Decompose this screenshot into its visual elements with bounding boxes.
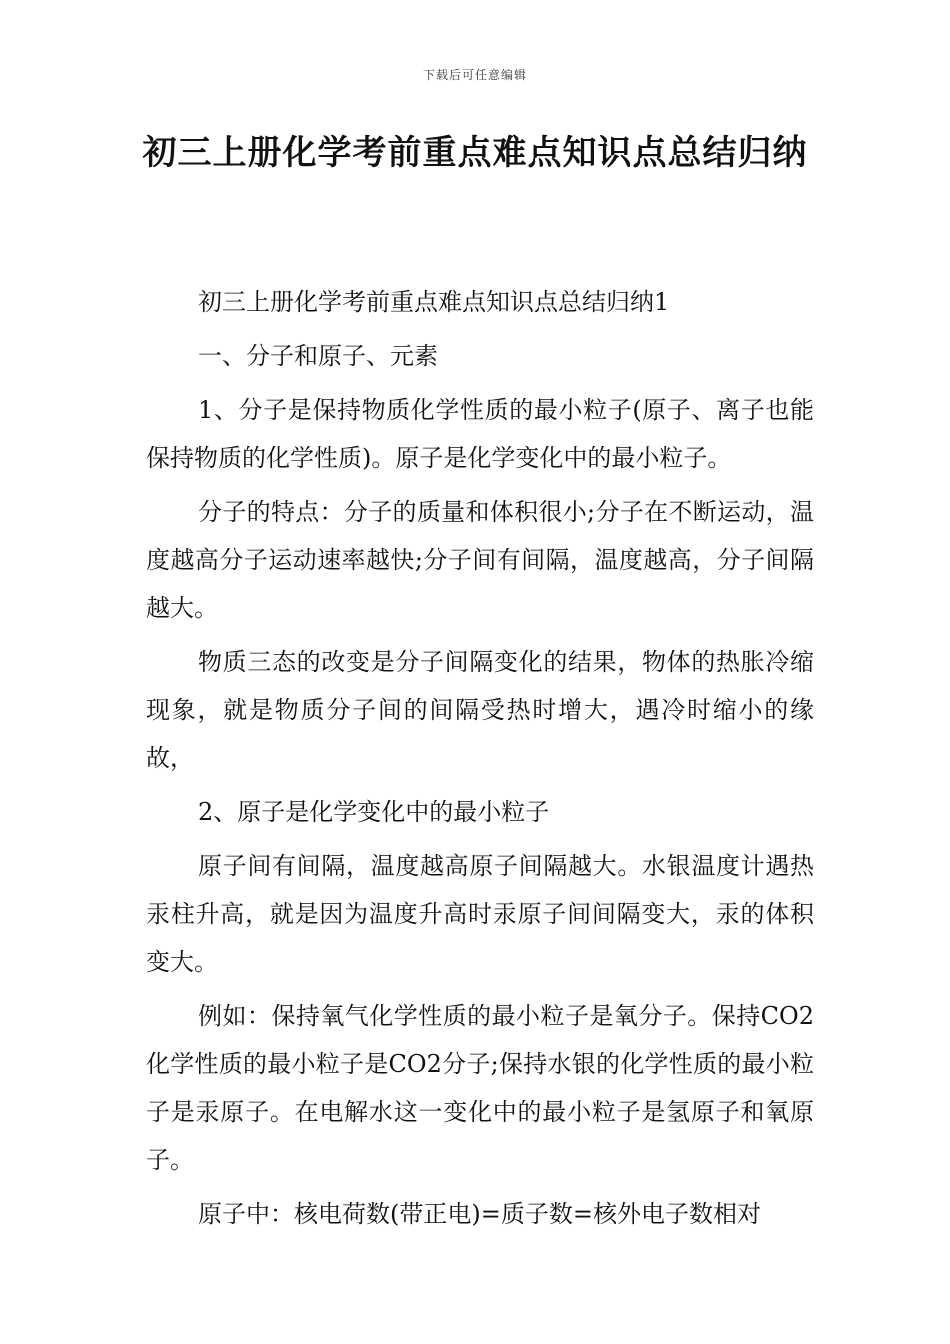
paragraph: 一、分子和原子、元素 bbox=[198, 342, 438, 370]
paragraph: 分子的特点：分子的质量和体积很小;分子在不断运动，温度越高分子运动速率越快;分子间有间隔，温度越高，分子间隔越大。 bbox=[146, 498, 814, 622]
paragraph: 物质三态的改变是分子间隔变化的结果，物体的热胀冷缩现象，就是物质分子间的间隔受热时增大，遇冷时缩小的缘故， bbox=[146, 648, 814, 772]
document-body bbox=[146, 278, 814, 1244]
document-title: 初三上册化学考前重点难点知识点总结归纳 bbox=[142, 133, 808, 173]
paragraph: 原子中：核电荷数(带正电)=质子数=核外电子数相对 bbox=[198, 1200, 761, 1228]
paragraph: 2、原子是化学变化中的最小粒子 bbox=[198, 798, 550, 826]
paragraph: 原子间有间隔，温度越高原子间隔越大。水银温度计遇热汞柱升高，就是因为温度升高时汞原子间间隔变大，汞的体积变大。 bbox=[146, 852, 814, 976]
paragraph: 初三上册化学考前重点难点知识点总结归纳1 bbox=[198, 288, 670, 316]
paragraph: 1、分子是保持物质化学性质的最小粒子(原子、离子也能保持物质的化学性质)。原子是化学变化中的最小粒子。 bbox=[146, 396, 814, 472]
header-note: 下载后可任意编辑 bbox=[422, 68, 527, 82]
paragraph: 例如：保持氧气化学性质的最小粒子是氧分子。保持CO2化学性质的最小粒子是CO2分子;保持水银的化学性质的最小粒子是汞原子。在电解水这一变化中的最小粒子是氢原子和氧原子。 bbox=[146, 1002, 814, 1174]
